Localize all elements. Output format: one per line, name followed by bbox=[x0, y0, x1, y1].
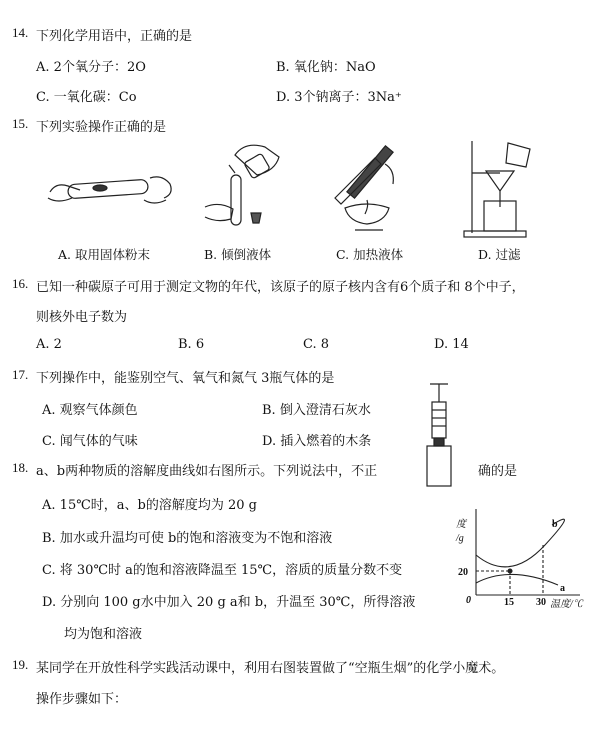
syringe-bottle-illustration bbox=[415, 380, 465, 490]
q17-number: 17. bbox=[12, 367, 29, 382]
q18-option-c: C. 将 30℃时 a的饱和溶液降温至 15℃，溶质的质量分数不变 bbox=[42, 563, 403, 578]
q15-number: 15. bbox=[12, 116, 29, 131]
q15-option-c: C. 加热液体 bbox=[336, 247, 404, 262]
q16-option-d: D. 14 bbox=[434, 337, 469, 352]
pouring-liquid-illustration bbox=[195, 135, 285, 235]
q19-number: 19. bbox=[12, 657, 29, 672]
q17-option-c: C. 闻气体的气味 bbox=[42, 434, 138, 449]
q15-option-b: B. 倾倒液体 bbox=[204, 247, 272, 262]
q16-stem-line1: 已知一种碳原子可用于测定文物的年代，该原子的原子核内含有6个质子和 8个中子， bbox=[36, 280, 525, 295]
q16-option-c: C. 8 bbox=[303, 337, 330, 352]
powder-test-tube-illustration bbox=[40, 160, 180, 220]
graph-tick-y-20: 20 bbox=[458, 567, 468, 578]
filtration-illustration bbox=[460, 135, 540, 240]
q17-option-d: D. 插入燃着的木条 bbox=[262, 434, 372, 449]
q19-stem: 某同学在开放性科学实践活动课中，利用右图装置做了“空瓶生烟”的化学小魔术。 bbox=[36, 661, 505, 676]
q18-option-b: B. 加水或升温均可使 b的饱和溶液变为不饱和溶液 bbox=[42, 531, 333, 546]
q16-option-a: A. 2 bbox=[36, 337, 62, 352]
q14-option-a: A. 2个氧分子：2O bbox=[36, 60, 146, 75]
q14-stem: 下列化学用语中，正确的是 bbox=[36, 29, 193, 44]
q14-number: 14. bbox=[12, 25, 29, 40]
q18-option-d-line2: 均为饱和溶液 bbox=[64, 627, 143, 642]
curve-a bbox=[476, 574, 558, 585]
q15-stem: 下列实验操作正确的是 bbox=[36, 120, 167, 135]
graph-y-label-2: /g bbox=[456, 533, 464, 544]
q18-stem-right: 确的是 bbox=[478, 464, 518, 479]
q18-number: 18. bbox=[12, 460, 29, 475]
q16-number: 16. bbox=[12, 276, 29, 291]
graph-tick-x-30: 30 bbox=[536, 597, 546, 608]
curve-a-label: a bbox=[560, 583, 565, 594]
q14-option-c: C. 一氧化碳：Co bbox=[36, 90, 137, 105]
heating-liquid-illustration bbox=[325, 138, 420, 238]
q17-stem: 下列操作中，能鉴别空气、氧气和氮气 3瓶气体的是 bbox=[36, 371, 335, 386]
intersection-point bbox=[508, 569, 512, 573]
graph-y-label-1: 度 bbox=[456, 519, 466, 530]
graph-x-label: 温度/℃ bbox=[550, 599, 583, 610]
q19-line2: 操作步骤如下： bbox=[36, 692, 128, 707]
graph-origin: 0 bbox=[466, 595, 471, 606]
q14-option-b: B. 氧化钠：NaO bbox=[276, 60, 376, 75]
q15-option-a: A. 取用固体粉末 bbox=[58, 247, 151, 262]
q18-option-a: A. 15℃时，a、b的溶解度均为 20 g bbox=[42, 498, 257, 513]
q18-option-d: D. 分别向 100 g水中加入 20 g a和 b，升温至 30℃，所得溶液 bbox=[42, 595, 416, 610]
q18-stem-left: a、b两种物质的溶解度曲线如右图所示。下列说法中，不正 bbox=[36, 464, 378, 479]
curve-b-label: b bbox=[552, 519, 558, 530]
q16-stem-line2: 则核外电子数为 bbox=[36, 310, 128, 325]
q17-option-b: B. 倒入澄清石灰水 bbox=[262, 403, 371, 418]
graph-tick-x-15: 15 bbox=[504, 597, 514, 608]
q16-option-b: B. 6 bbox=[178, 337, 205, 352]
solubility-curve-graph bbox=[440, 505, 590, 615]
q17-option-a: A. 观察气体颜色 bbox=[42, 403, 138, 418]
q15-option-d: D. 过滤 bbox=[478, 247, 521, 262]
q14-option-d: D. 3个钠离子：3Na⁺ bbox=[276, 90, 402, 105]
